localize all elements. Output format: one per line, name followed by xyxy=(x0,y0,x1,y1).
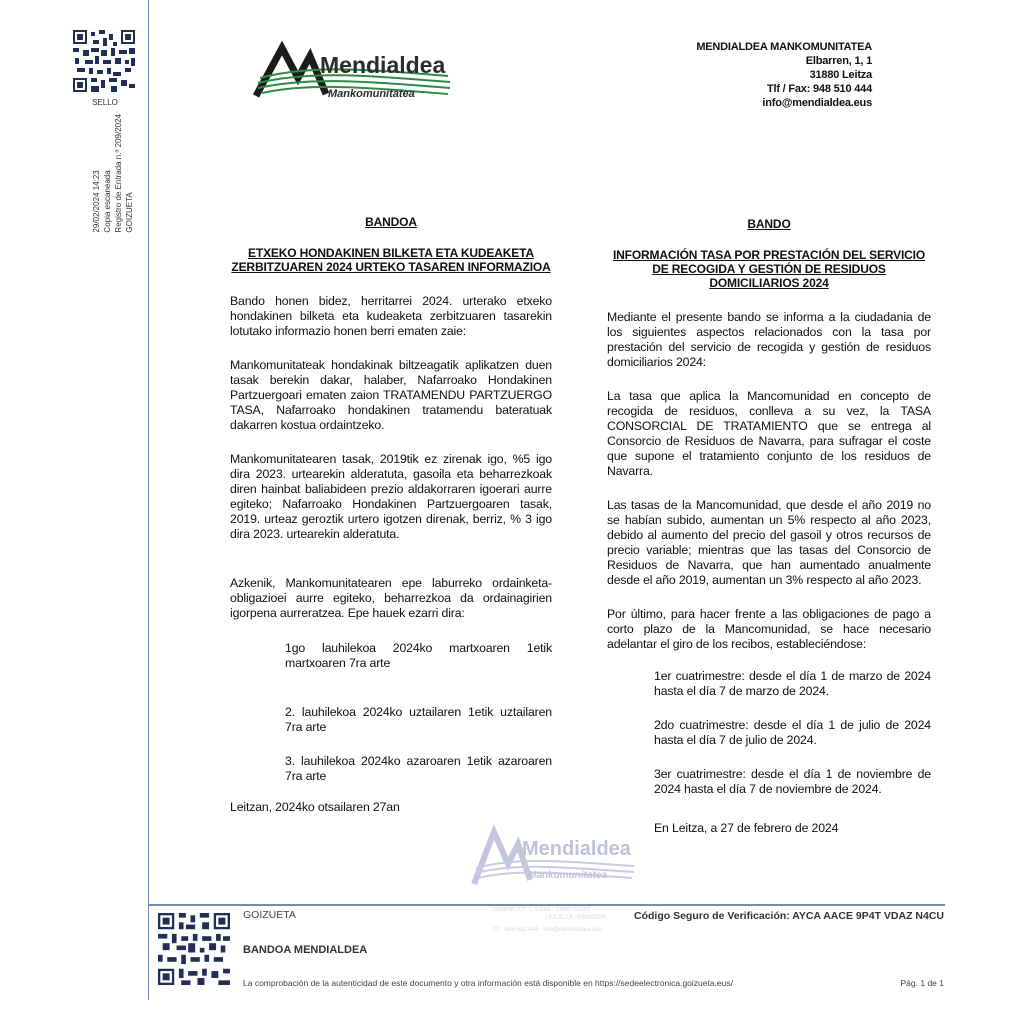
logo-sub-text: Mankomunitatea xyxy=(328,88,415,100)
stamp-address-line: I.F.Z./C.I.F.: P3100028I xyxy=(545,915,607,921)
footer-entity: GOIZUETA xyxy=(243,909,296,921)
right-paragraph: Por último, para hacer frente a las obligaciones de pago a corto plazo de la Mancomunidad, se hace necesario adelantar el giro de los recibos, estableciéndose: xyxy=(607,607,931,651)
verification-notice: La comprobación de la autenticidad de este documento y otra información está disponible en https://sedeelectronica.goizueta.eus/ xyxy=(243,978,734,988)
sello-label: SELLO xyxy=(92,98,118,107)
left-paragraph: Azkenik, Mankomunitatearen epe laburreko ordainketa-obligazioei aurre egiteko, beharrezkoa da ordainagirien igorpena aurreratzea. Epe hauek ezarri dira: xyxy=(230,576,552,620)
stamp-sub-text: Mankomunitatea xyxy=(528,870,607,881)
right-paragraph: La tasa que aplica la Mancomunidad en concepto de recogida de residuos, conlleva a su vez, la TASA CONSORCIAL DE TRATAMIENTO que se entrega al Consorcio de Residuos de Navarra, para sufragar el coste que supone el tratamiento conjunto de los residuos de Navarra. xyxy=(607,389,931,478)
left-paragraph: Mankomunitatearen tasak, 2019tik ez zirenak igo, %5 igo dira 2023. urtearekin alderatuta, gasoila eta beharrezkoak diren hainbat baliabideen prezio aldakorraren igoerari aurre egiteko; Nafarroako Hondakinen Partzuergoaren tasak, 2019. urteaz geroztik urtero igotzen direnak, berriz, % 3 igo dira 2023. urtearekin alderatuta. xyxy=(230,452,552,541)
right-period: 1er cuatrimestre: desde el día 1 de marzo de 2024 hasta el día 7 de marzo de 2024. xyxy=(654,669,931,698)
address-line: info@mendialdea.eus xyxy=(762,97,872,109)
right-paragraph: Las tasas de la Mancomunidad, que desde el año 2019 no se habían subido, aumentan un 5% respecto al año 2023, debido al aumento del precio del gasoil y otros recursos de precio variable; mientras que las tasas del Consorcio de Residuos de Navarra, que han aumentado anualmente desde el año 2019, aumentan un 3% respecto al año 2023. xyxy=(607,498,931,587)
margin-line xyxy=(148,0,149,1000)
left-period: 1go lauhilekoa 2024ko martxoaren 1etik martxoaren 7ra arte xyxy=(285,641,552,670)
left-signature: Leitzan, 2024ko otsailaren 27an xyxy=(230,800,400,814)
stamp-address-line: Tlf.: 948 510 444 - info@mendialdea.eus xyxy=(493,927,602,933)
address-line: Elbarren, 1, 1 xyxy=(805,55,872,67)
mendialdea-logo xyxy=(252,34,462,114)
right-paragraph: Mediante el presente bando se informa a la ciudadania de los siguientes aspectos relacionados con la tasa por prestación del servicio de recogida y gestión de residuos domiciliarios 2024: xyxy=(607,310,931,369)
registry-line: Registro de Entrada n.º 209/2024 xyxy=(114,114,123,233)
right-title: BANDO xyxy=(747,217,791,231)
verification-code: Código Seguro de Verificación: AYCA AACE 9P4T VDAZ N4CU xyxy=(634,910,944,922)
right-period: 2do cuatrimestre: desde el día 1 de julio de 2024 hasta el día 7 de julio de 2024. xyxy=(654,718,931,747)
registry-line: Copia escaneada xyxy=(103,170,112,233)
address-line: Tlf / Fax: 948 510 444 xyxy=(766,83,872,95)
stamp-address-line: Elbarren K/1 1, Kalea - 31880 Leitza xyxy=(493,907,590,913)
right-subtitle: INFORMACIÓN TASA POR PRESTACIÓN DEL SERVICIO DE RECOGIDA Y GESTIÓN DE RESIDUOS DOMICILIARIOS 2024 xyxy=(612,248,926,290)
registry-stamp xyxy=(92,114,135,233)
stamp-main-text: Mendialdea xyxy=(522,838,631,860)
address-line: 31880 Leitza xyxy=(809,69,872,81)
address-block xyxy=(696,40,872,110)
mendialdea-stamp xyxy=(470,818,640,898)
right-period: 3er cuatrimestre: desde el día 1 de noviembre de 2024 hasta el día 7 de noviembre de 2024. xyxy=(654,767,931,796)
qr-code-top xyxy=(73,30,135,92)
left-period: 2. lauhilekoa 2024ko uztailaren 1etik uztailaren 7ra arte xyxy=(285,705,552,734)
footer-doc-title: BANDOA MENDIALDEA xyxy=(243,944,368,956)
left-title: BANDOA xyxy=(365,215,417,229)
left-period: 3. lauhilekoa 2024ko azaroaren 1etik azaroaren 7ra arte xyxy=(285,754,552,783)
right-signature: En Leitza, a 27 de febrero de 2024 xyxy=(654,821,839,835)
qr-code-footer xyxy=(158,913,230,985)
address-line: MENDIALDEA MANKOMUNITATEA xyxy=(696,41,872,53)
registry-line: GOIZUETA xyxy=(125,192,134,233)
stamp-address xyxy=(493,906,623,934)
logo-main-text: Mendialdea xyxy=(320,52,446,78)
left-paragraph: Bando honen bidez, herritarrei 2024. urterako etxeko hondakinen bilketa eta kudeaketa zerbitzuaren tasarekin lotutako informazio honen berri ematen zaie: xyxy=(230,294,552,338)
registry-line: 29/02/2024 14:23 xyxy=(92,170,101,233)
spanish-column xyxy=(607,217,931,836)
basque-column xyxy=(230,215,552,815)
left-paragraph: Mankomunitateak hondakinak biltzeagatik aplikatzen duen tasak berekin dakar, halaber, Nafarroako Hondakinen Partzuergoari ematen zaion TRATAMENDU PARTZUERGO TASA, Nafarroako hondakinen tratamendu bateratuak dakarren kostua ordaintzeko. xyxy=(230,358,552,432)
left-subtitle: ETXEKO HONDAKINEN BILKETA ETA KUDEAKETA ZERBITZUAREN 2024 URTEKO TASAREN INFORMAZIOA xyxy=(231,246,551,274)
page-number: Pág. 1 de 1 xyxy=(900,978,944,988)
